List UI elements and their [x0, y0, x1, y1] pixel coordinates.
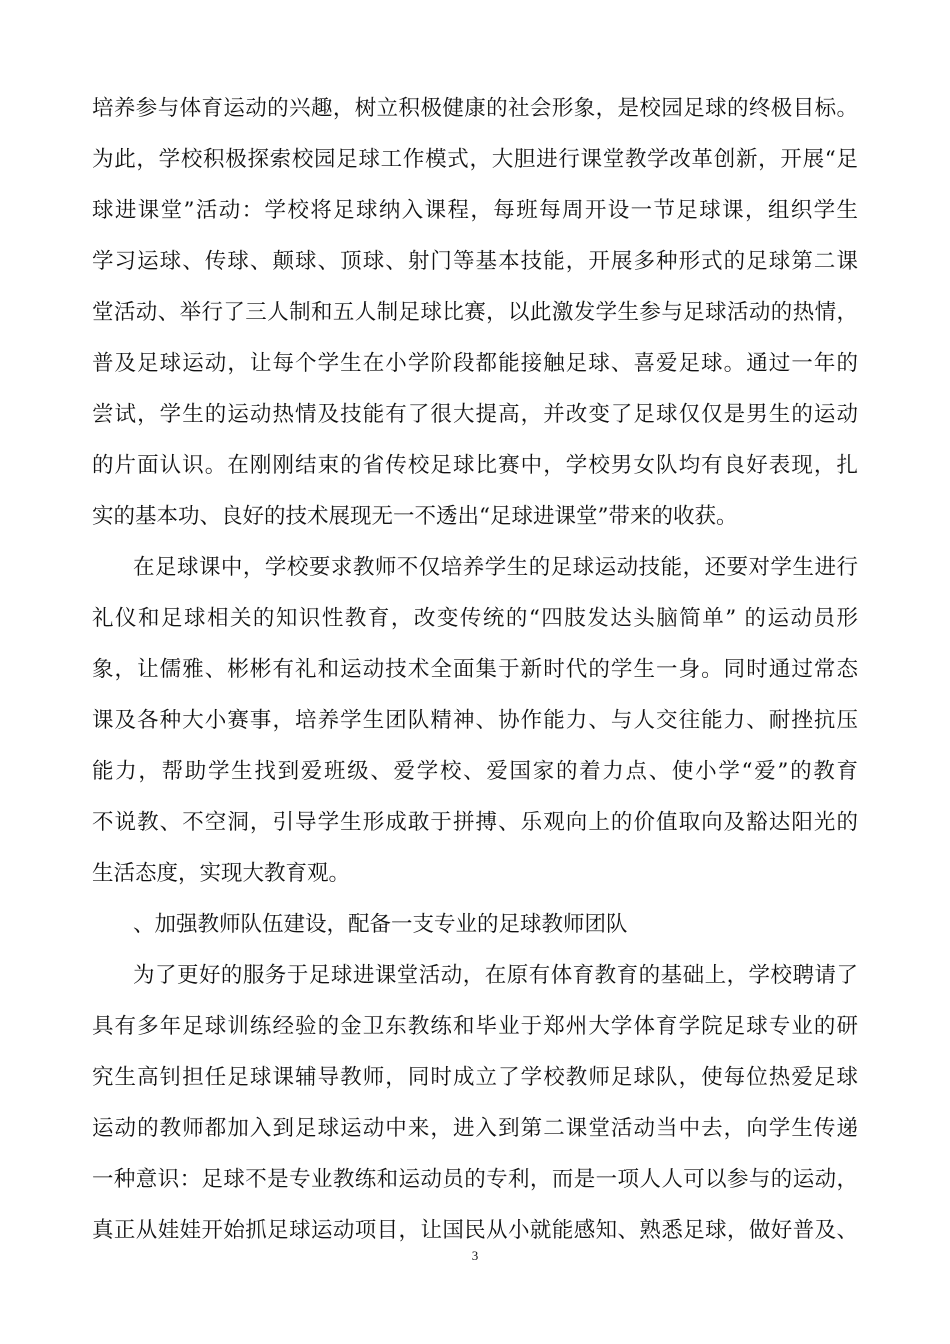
paragraph-1-line-1: 培养参与体育运动的兴趣，树立积极健康的社会形象，是校园足球的终极目标。 — [92, 96, 858, 121]
paragraph-2-line-6: 不说教、不空洞，引导学生形成敢于拼搏、乐观向上的价值取向及豁达阳光的 — [92, 810, 858, 835]
paragraph-2-line-7: 生活态度，实现大教育观。 — [92, 861, 351, 886]
paragraph-2-line-4: 课及各种大小赛事，培养学生团队精神、协作能力、与人交往能力、耐挫抗压 — [92, 708, 858, 733]
paragraph-2-line-5: 能力，帮助学生找到爱班级、爱学校、爱国家的着力点、使小学“爱”的教育 — [92, 759, 858, 784]
paragraph-3-line-6: 真正从娃娃开始抓足球运动项目，让国民从小就能感知、熟悉足球，做好普及、 — [92, 1218, 858, 1243]
paragraph-1-line-7: 尝试，学生的运动热情及技能有了很大提高，并改变了足球仅仅是男生的运动 — [92, 402, 858, 427]
paragraph-1-line-8: 的片面认识。在刚刚结束的省传校足球比赛中，学校男女队均有良好表现，扎 — [92, 453, 858, 478]
page-number: 3 — [471, 1248, 479, 1263]
paragraph-3-line-3: 究生高钊担任足球课辅导教师，同时成立了学校教师足球队，使每位热爱足球 — [92, 1065, 858, 1090]
paragraph-1-line-5: 堂活动、举行了三人制和五人制足球比赛，以此激发学生参与足球活动的热情， — [92, 300, 858, 325]
paragraph-3-line-4: 运动的教师都加入到足球运动中来，进入到第二课堂活动当中去，向学生传递 — [92, 1116, 858, 1141]
paragraph-1-line-2: 为此，学校积极探索校园足球工作模式，大胆进行课堂教学改革创新，开展“足 — [92, 147, 858, 172]
paragraph-1-line-6: 普及足球运动，让每个学生在小学阶段都能接触足球、喜爱足球。通过一年的 — [92, 351, 858, 376]
section-heading: 、加强教师队伍建设，配备一支专业的足球教师团队 — [133, 912, 628, 937]
paragraph-3-line-5: 一种意识：足球不是专业教练和运动员的专利，而是一项人人可以参与的运动， — [92, 1167, 858, 1192]
paragraph-3-line-2: 具有多年足球训练经验的金卫东教练和毕业于郑州大学体育学院足球专业的研 — [92, 1014, 858, 1039]
paragraph-2-line-3: 象，让儒雅、彬彬有礼和运动技术全面集于新时代的学生一身。同时通过常态 — [92, 657, 858, 682]
paragraph-2-line-1: 在足球课中，学校要求教师不仅培养学生的足球运动技能，还要对学生进行 — [133, 555, 858, 580]
paragraph-3-line-1: 为了更好的服务于足球进课堂活动，在原有体育教育的基础上，学校聘请了 — [133, 963, 858, 988]
paragraph-1-line-9: 实的基本功、良好的技术展现无一不透出“足球进课堂”带来的收获。 — [92, 504, 738, 529]
paragraph-2-line-2: 礼仪和足球相关的知识性教育，改变传统的“四肢发达头脑简单” 的运动员形 — [92, 606, 858, 631]
paragraph-1-line-3: 球进课堂”活动：学校将足球纳入课程，每班每周开设一节足球课，组织学生 — [92, 198, 858, 223]
paragraph-1-line-4: 学习运球、传球、颠球、顶球、射门等基本技能，开展多种形式的足球第二课 — [92, 249, 858, 274]
